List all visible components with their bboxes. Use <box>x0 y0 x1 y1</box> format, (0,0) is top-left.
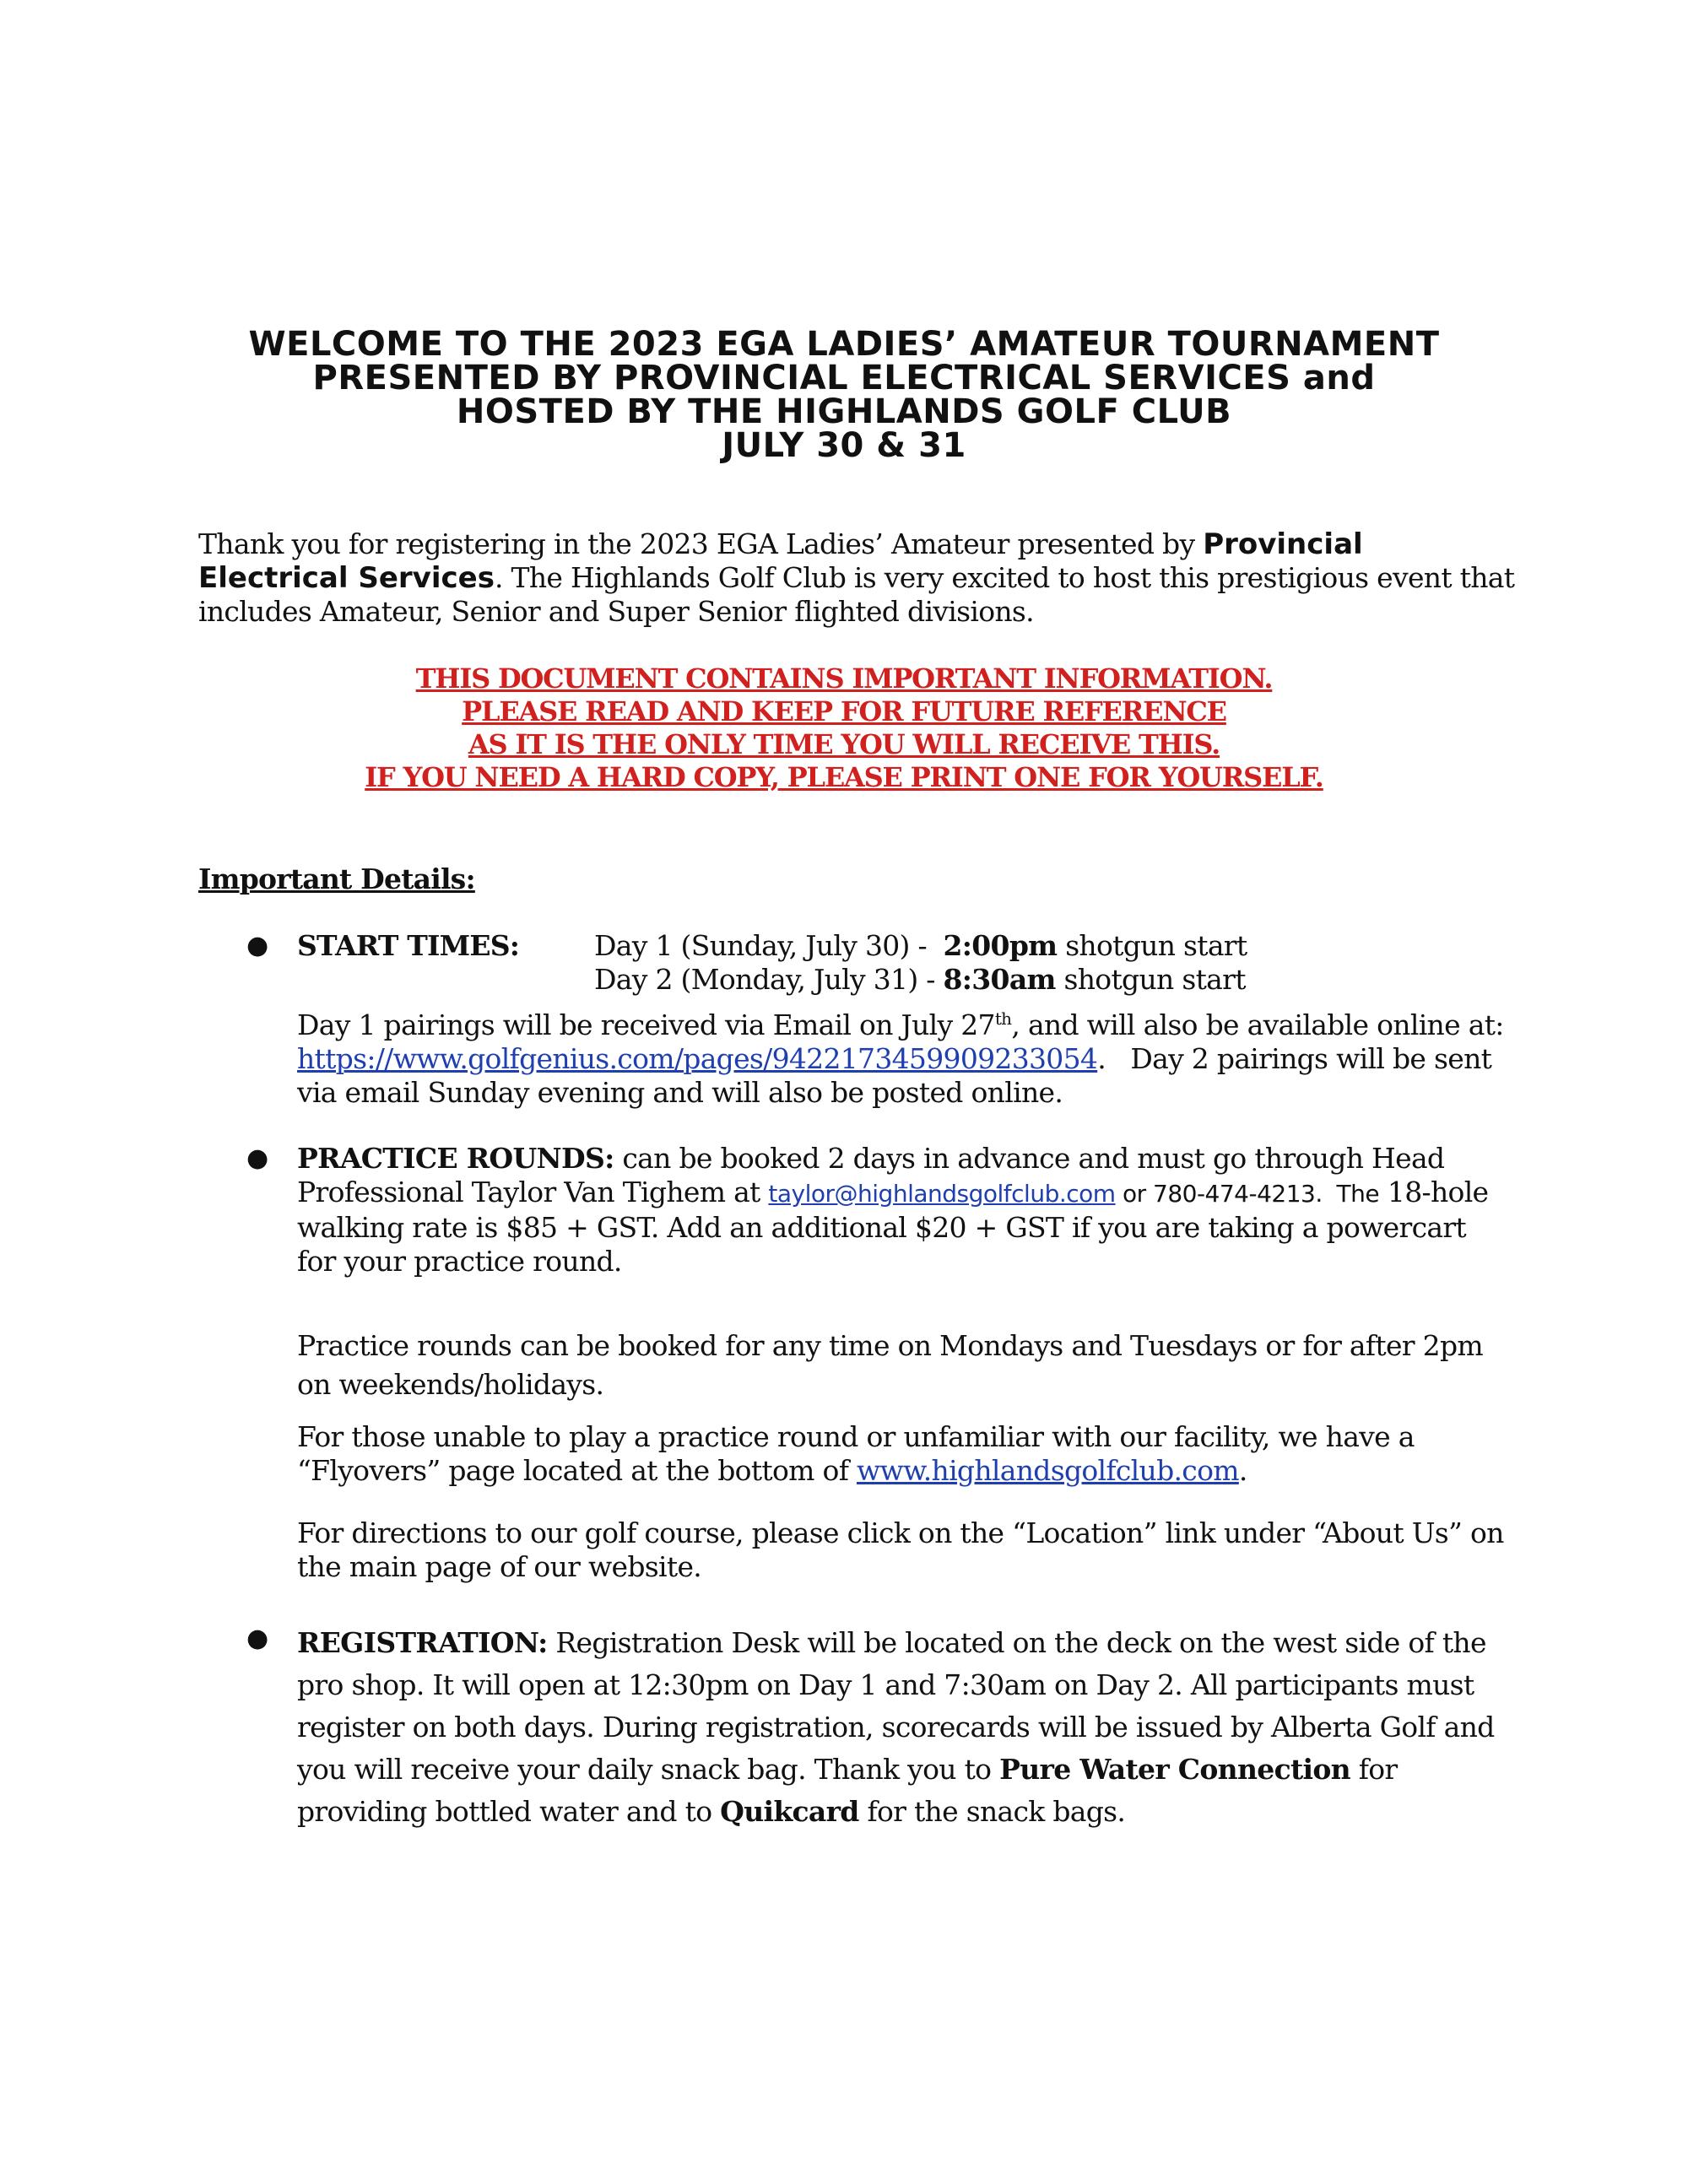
flyovers-paragraph <box>297 1420 1512 1488</box>
practice-phone: or 780-474-4213. The <box>1115 1180 1380 1208</box>
registration-text-2: for providing bottled water and to <box>297 1753 1398 1828</box>
day-2-prefix: Day 2 (Monday, July 31) - <box>594 963 944 996</box>
intro-paragraph <box>198 527 1515 629</box>
title-line-2: PRESENTED BY PROVINCIAL ELECTRICAL SERVICES and <box>312 359 1376 397</box>
page-title <box>0 325 1688 465</box>
directions-paragraph: For directions to our golf course, please click on the “Location” link under “About Us” on the main page of our website. <box>297 1516 1504 1583</box>
pairings-link[interactable]: https://www.golfgenius.com/pages/9422173459909233054 <box>297 1042 1098 1075</box>
day-1-suffix: shotgun start <box>1057 929 1247 962</box>
practice-text-1: can be booked 2 days in advance and must go through Head Professional Taylor Van Tighem at <box>297 1142 1445 1208</box>
pairings-text-2: , and will also be available online at: <box>1011 1008 1504 1041</box>
registration-text-1: Registration Desk will be located on the deck on the west side of the pro shop. It will open at 12:30pm on Day 1 and 7:30am on Day 2. All participants must register on both days. During registration, scorecards will be issued by Alberta Golf and you will receive your daily snack bag. Thank you to <box>297 1626 1495 1786</box>
notice-line-4: IF YOU NEED A HARD COPY, PLEASE PRINT ONE FOR YOURSELF. <box>365 761 1323 793</box>
registration-label: REGISTRATION: <box>297 1626 548 1659</box>
website-link[interactable]: www.highlandsgolfclub.com <box>857 1454 1239 1487</box>
practice-text-2: 18-hole walking rate is $85 + GST. Add an additional $20 + GST if you are taking a powercart for your practice round. <box>297 1176 1489 1278</box>
title-line-1: WELCOME TO THE 2023 EGA LADIES’ AMATEUR TOURNAMENT <box>248 325 1440 364</box>
bullet-icon: ● <box>246 1624 269 1653</box>
pairings-text-1: Day 1 pairings will be received via Email on July 27 <box>297 1008 995 1041</box>
important-notice <box>0 662 1688 794</box>
registration-text-3: for the snack bags. <box>858 1795 1126 1828</box>
section-heading-important-details: Important Details: <box>198 862 475 895</box>
notice-line-1: THIS DOCUMENT CONTAINS IMPORTANT INFORMATION. <box>415 662 1273 695</box>
day-1-time: 2:00pm <box>943 929 1058 962</box>
practice-rounds-paragraph <box>297 1142 1512 1279</box>
intro-text-1: Thank you for registering in the 2023 EGA Ladies’ Amateur presented by <box>198 527 1204 560</box>
bullet-icon: ● <box>246 1143 269 1173</box>
start-times-label: START TIMES: <box>297 929 520 962</box>
start-times-days <box>594 929 1247 997</box>
pairings-sup: th <box>994 1008 1012 1029</box>
notice-line-2: PLEASE READ AND KEEP FOR FUTURE REFERENCE <box>462 695 1226 727</box>
bullet-icon: ● <box>246 931 269 960</box>
practice-times-paragraph: Practice rounds can be booked for any time on Mondays and Tuesdays or for after 2pm on weekends/holidays. <box>297 1329 1483 1401</box>
start-time-day-1 <box>594 929 1247 963</box>
title-line-4: JULY 30 & 31 <box>722 426 966 465</box>
intro-sponsor: Provincial Electrical Services <box>198 527 1363 595</box>
pairings-text-3: . Day 2 pairings will be sent via email Sunday evening and will also be posted online. <box>297 1042 1501 1109</box>
pairings-paragraph <box>297 1008 1512 1110</box>
notice-line-3: AS IT IS THE ONLY TIME YOU WILL RECEIVE THIS. <box>468 728 1220 760</box>
registration-paragraph <box>297 1622 1512 1833</box>
day-2-suffix: shotgun start <box>1055 963 1246 996</box>
intro-text-2: . The Highlands Golf Club is very excited to host this prestigious event that includes Amateur, Senior and Super Senior flighted divisions. <box>198 561 1515 628</box>
flyovers-end: . <box>1238 1454 1247 1487</box>
practice-email-link[interactable]: taylor@highlandsgolfclub.com <box>768 1180 1116 1208</box>
day-1-prefix: Day 1 (Sunday, July 30) - <box>594 929 944 962</box>
registration-sponsor-2: Quikcard <box>720 1795 859 1828</box>
start-time-day-2 <box>594 963 1247 997</box>
practice-rounds-label: PRACTICE ROUNDS: <box>297 1142 614 1175</box>
flyovers-text: For those unable to play a practice round or unfamiliar with our facility, we have a “Flyovers” page located at the bottom of <box>297 1420 1415 1487</box>
registration-sponsor-1: Pure Water Connection <box>999 1753 1350 1786</box>
title-line-3: HOSTED BY THE HIGHLANDS GOLF CLUB <box>456 392 1232 431</box>
day-2-time: 8:30am <box>943 963 1056 996</box>
